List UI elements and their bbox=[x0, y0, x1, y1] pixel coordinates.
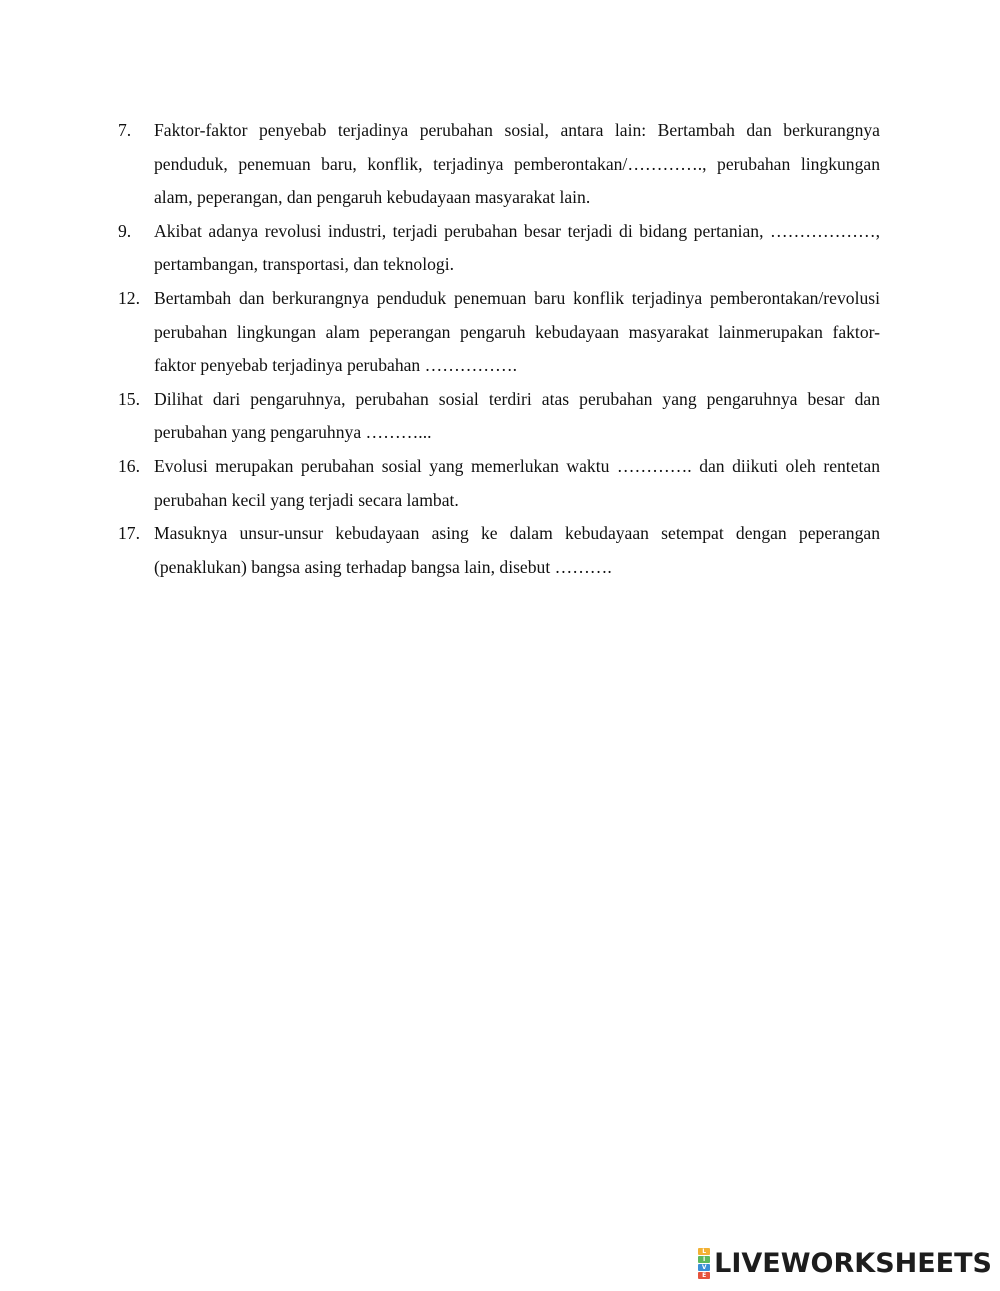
logo-cell: V bbox=[698, 1264, 710, 1271]
question-number: 7. bbox=[118, 120, 132, 140]
question-text: Dilihat dari pengaruhnya, perubahan sosial terdiri atas perubahan yang pengaruhnya besar dan perubahan yang pengaruhnya ………... bbox=[154, 388, 880, 443]
question-item bbox=[118, 215, 880, 282]
question-item bbox=[118, 450, 880, 517]
worksheet-questions bbox=[118, 114, 880, 584]
question-item bbox=[118, 114, 880, 215]
question-text: Bertambah dan berkurangnya penduduk penemuan baru konflik terjadinya pemberontakan/revolusi perubahan lingkungan alam peperangan pengaruh kebudayaan masyarakat lainmerupakan faktor-faktor penyebab terjadinya perubahan ……………. bbox=[154, 287, 880, 376]
question-number: 17. bbox=[118, 523, 140, 544]
question-text: Masuknya unsur-unsur kebudayaan asing ke dalam kebudayaan setempat dengan peperangan (penaklukan) bangsa asing terhadap bangsa lain, disebut ………. bbox=[154, 523, 880, 577]
question-text: Akibat adanya revolusi industri, terjadi perubahan besar terjadi di bidang pertanian, ………………, pertambangan, transportasi, dan teknologi. bbox=[154, 220, 880, 275]
watermark-text: LIVEWORKSHEETS bbox=[714, 1248, 992, 1279]
question-number: 9. bbox=[118, 220, 132, 241]
logo-cell: L bbox=[698, 1248, 710, 1255]
question-text: Faktor-faktor penyebab terjadinya perubahan sosial, antara lain: Bertambah dan berkurangnya penduduk, penemuan baru, konflik, terjadinya pemberontakan/…………., perubahan lingkungan alam, peperangan, dan pengaruh kebudayaan masyarakat lain. bbox=[154, 120, 880, 208]
logo-cell: I bbox=[698, 1256, 710, 1263]
liveworksheets-logo-icon bbox=[698, 1248, 710, 1279]
question-number: 15. bbox=[118, 388, 140, 409]
question-number: 16. bbox=[118, 455, 140, 476]
question-text: Evolusi merupakan perubahan sosial yang memerlukan waktu …………. dan diikuti oleh rentetan perubahan kecil yang terjadi secara lambat. bbox=[154, 455, 880, 510]
logo-cell: E bbox=[698, 1272, 710, 1279]
question-item bbox=[118, 383, 880, 450]
liveworksheets-watermark bbox=[698, 1248, 992, 1279]
question-number: 12. bbox=[118, 287, 140, 308]
question-item bbox=[118, 282, 880, 383]
question-item bbox=[118, 517, 880, 584]
